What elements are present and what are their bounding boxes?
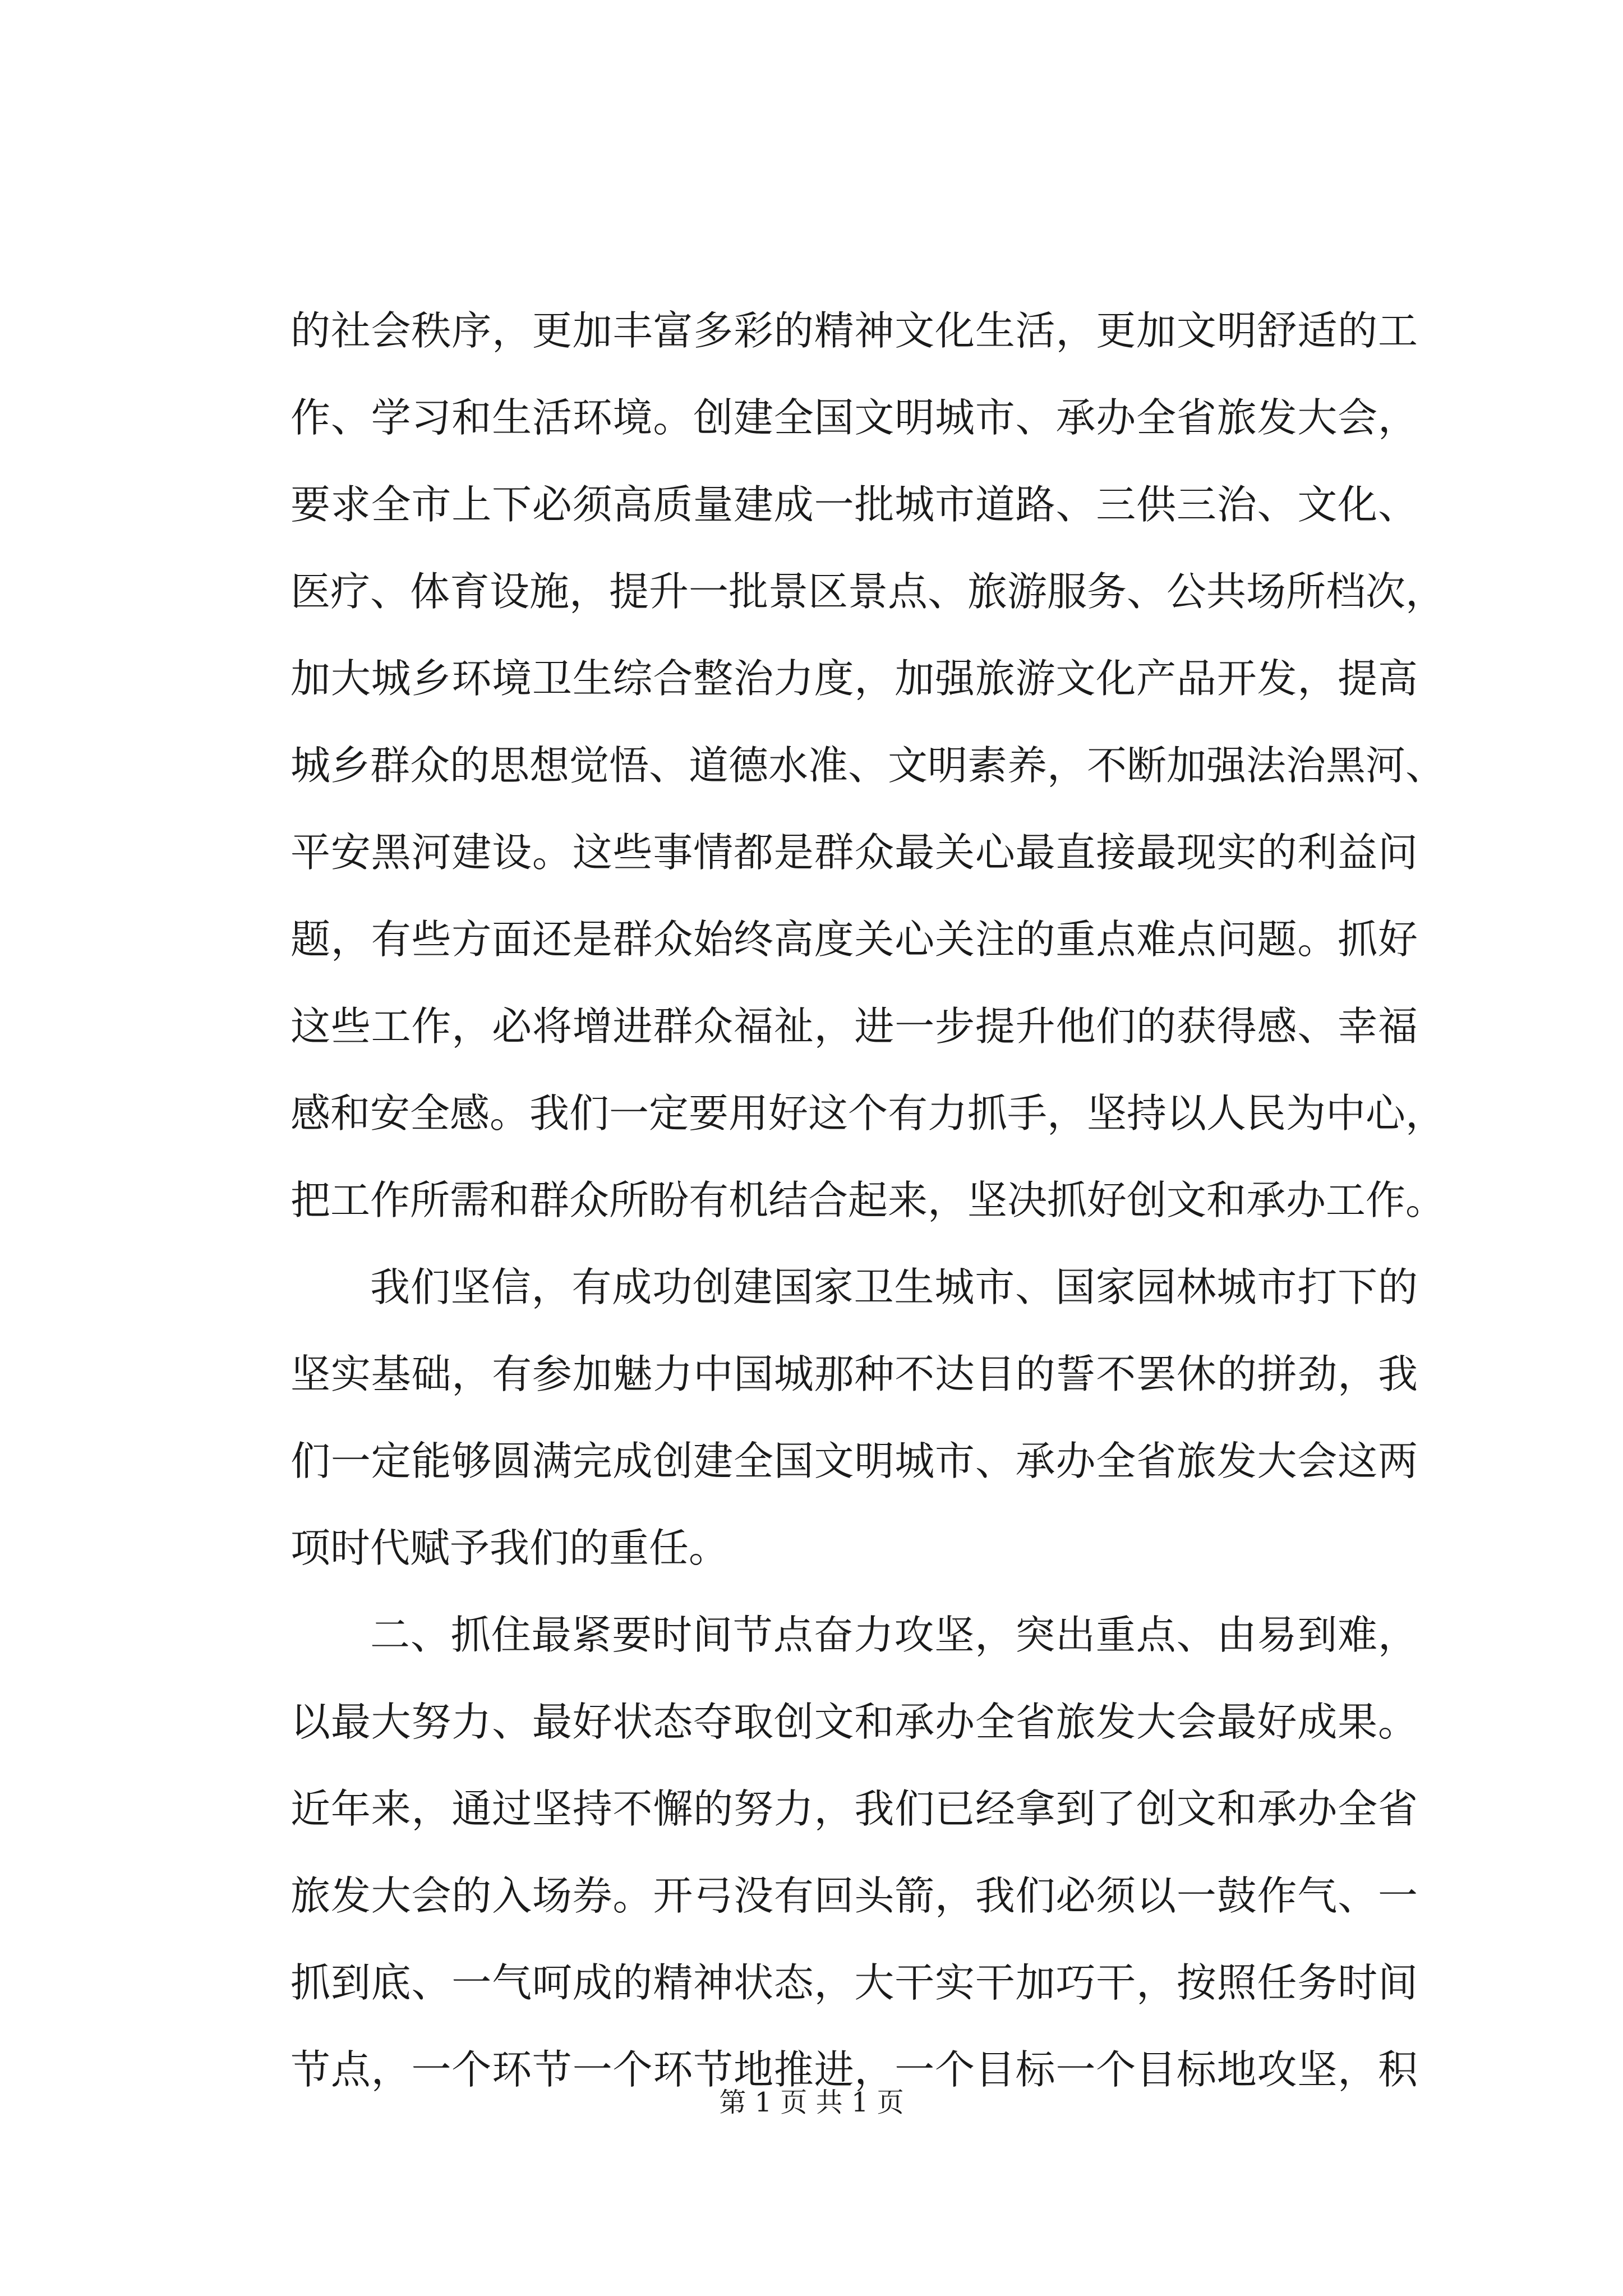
page-footer: 第 1 页 共 1 页 xyxy=(719,2087,904,2118)
text-line: 节点，一个环节一个环节地推进，一个目标一个目标地攻坚，积 xyxy=(291,2046,1418,2093)
text-line: 抓到底、一气呵成的精神状态，大干实干加巧干，按照任务时间 xyxy=(291,1959,1418,2006)
text-line: 二、抓住最紧要时间节点奋力攻坚，突出重点、由易到难， xyxy=(370,1612,1418,1658)
text-line: 我们坚信，有成功创建国家卫生城市、国家园林城市打下的 xyxy=(370,1264,1418,1310)
text-line: 作、学习和生活环境。创建全国文明城市、承办全省旅发大会， xyxy=(291,394,1418,441)
text-line: 这些工作，必将增进群众福祉，进一步提升他们的获得感、幸福 xyxy=(291,1003,1418,1050)
text-line: 近年来，通过坚持不懈的努力，我们已经拿到了创文和承办全省 xyxy=(291,1786,1418,1832)
text-line: 加大城乡环境卫生综合整治力度，加强旅游文化产品开发，提高 xyxy=(291,655,1418,702)
text-line: 题，有些方面还是群众始终高度关心关注的重点难点问题。抓好 xyxy=(291,916,1418,963)
body-text xyxy=(291,287,1446,2113)
text-line: 感和安全感。我们一定要用好这个有力抓手，坚持以人民为中心， xyxy=(291,1090,1446,1137)
text-line: 的社会秩序，更加丰富多彩的精神文化生活，更加文明舒适的工 xyxy=(291,307,1418,354)
text-line: 把工作所需和群众所盼有机结合起来，坚决抓好创文和承办工作。 xyxy=(291,1177,1446,1223)
text-line: 要求全市上下必须高质量建成一批城市道路、三供三治、文化、 xyxy=(291,481,1418,528)
text-line: 医疗、体育设施，提升一批景区景点、旅游服务、公共场所档次， xyxy=(291,568,1446,615)
text-line: 平安黑河建设。这些事情都是群众最关心最直接最现实的利益问 xyxy=(291,829,1418,876)
text-line: 城乡群众的思想觉悟、道德水准、文明素养，不断加强法治黑河、 xyxy=(291,742,1446,789)
text-line: 以最大努力、最好状态夺取创文和承办全省旅发大会最好成果。 xyxy=(291,1699,1418,1745)
text-line: 旅发大会的入场券。开弓没有回头箭，我们必须以一鼓作气、一 xyxy=(291,1872,1418,1919)
text-line: 们一定能够圆满完成创建全国文明城市、承办全省旅发大会这两 xyxy=(291,1438,1418,1484)
text-line: 项时代赋予我们的重任。 xyxy=(291,1525,729,1571)
text-line: 坚实基础，有参加魅力中国城那种不达目的誓不罢休的拼劲，我 xyxy=(291,1351,1418,1397)
